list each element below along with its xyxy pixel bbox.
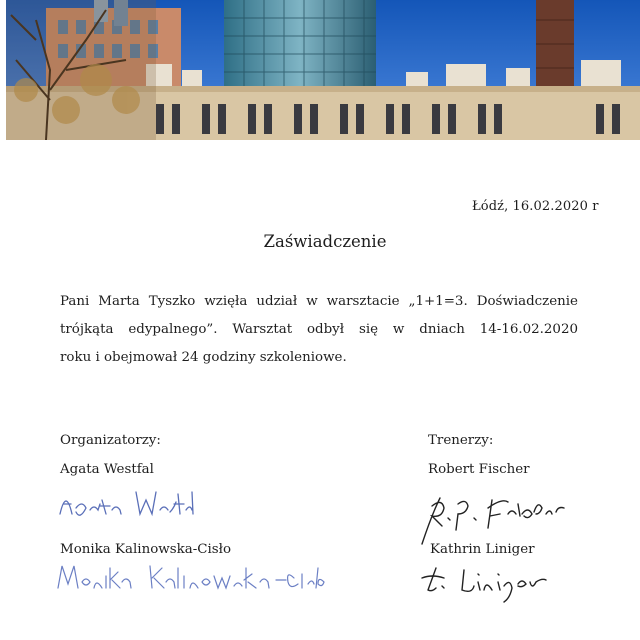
organizer-signature-1 <box>56 484 196 524</box>
certificate-body <box>60 288 578 372</box>
organizer-name-1: Agata Westfal <box>60 462 154 477</box>
body-line-1: Pani Marta Tyszko wzięła udział w warsztacie „1+1=3. Doświadczenie <box>60 294 578 309</box>
header-photo <box>6 0 640 140</box>
organizers-heading: Organizatorzy: <box>60 433 161 448</box>
header-photo-illustration <box>6 0 640 140</box>
organizer-name-2: Monika Kalinowska-Cisło <box>60 542 232 557</box>
trainer-name-1: Robert Fischer <box>428 462 530 477</box>
body-line-2: trójkąta edypalnego”. Warsztat odbył się w dniach 14-16.02.2020 <box>60 322 578 337</box>
organizer-signature-2 <box>54 560 326 594</box>
body-line-3: roku i obejmował 24 godziny szkoleniowe. <box>60 350 347 365</box>
trainer-signature-2 <box>418 560 558 604</box>
trainer-signature-1 <box>418 484 568 548</box>
certificate-title: Zaświadczenie <box>263 232 387 251</box>
trainer-name-2: Kathrin Liniger <box>430 542 535 557</box>
location-date: Łódź, 16.02.2020 r <box>472 199 599 214</box>
trainers-heading: Trenerzy: <box>428 433 494 448</box>
